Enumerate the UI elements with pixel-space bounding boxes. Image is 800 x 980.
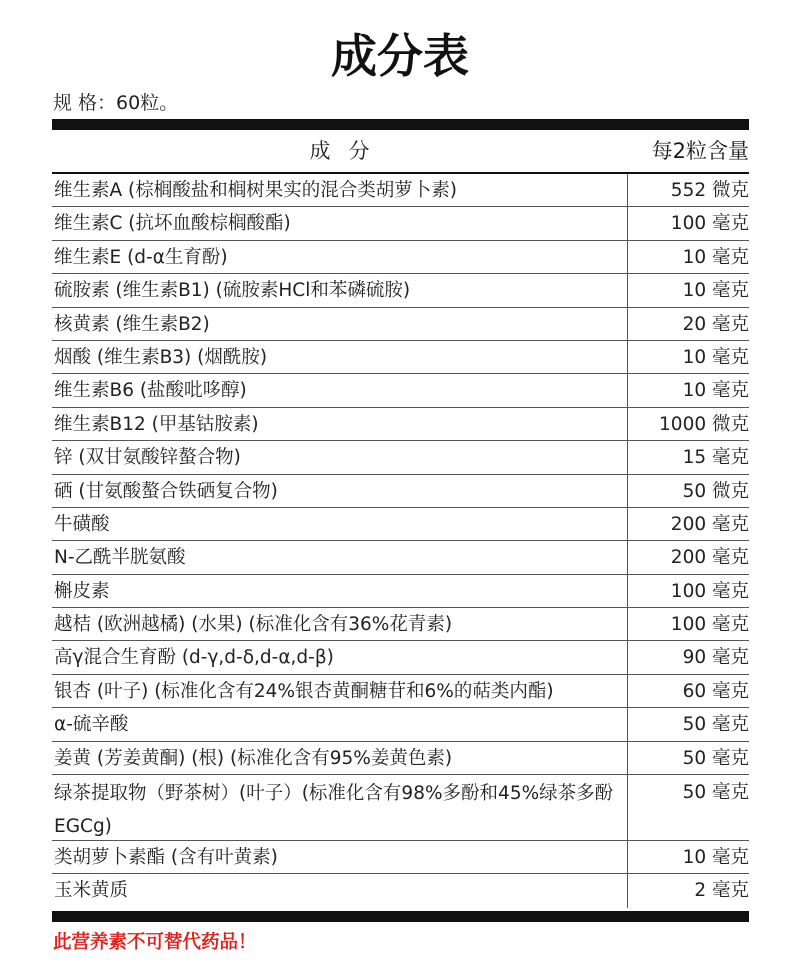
ingredient-name: 烟酸 (维生素B3) (烟酰胺) (54, 346, 268, 368)
page-title: 成分表 (331, 29, 469, 83)
table-header (52, 130, 749, 174)
ingredient-name: 维生素A (棕榈酸盐和榈树果实的混合类胡萝卜素) (54, 180, 457, 201)
table-bottom-rule (52, 911, 749, 922)
table-row (52, 374, 749, 407)
table-row (52, 608, 749, 641)
ingredient-name: 类胡萝卜素酯 (含有叶黄素) (54, 847, 278, 869)
table-row (52, 475, 749, 508)
ingredient-name: 硒 (甘氨酸螯合铁硒复合物) (54, 480, 278, 502)
table-row (52, 575, 749, 608)
ingredient-amount: 50 毫克 (627, 708, 749, 740)
ingredient-table (52, 174, 749, 908)
ingredient-name: 维生素B12 (甲基钴胺素) (54, 413, 259, 435)
ingredient-amount: 100 毫克 (627, 608, 749, 640)
ingredient-amount: 10 毫克 (627, 841, 749, 873)
ingredient-name: α-硫辛酸 (54, 714, 129, 736)
ingredient-name: 玉米黄质 (54, 880, 129, 902)
ingredient-name: 硫胺素 (维生素B1) (硫胺素HCl和苯磷硫胺) (54, 280, 411, 302)
ingredient-amount: 10 毫克 (627, 374, 749, 406)
ingredient-amount: 1000 微克 (627, 408, 749, 440)
table-row (52, 541, 749, 574)
ingredient-name: 绿茶提取物（野茶树）(叶子）(标准化含有98%多酚和45%绿茶多酚EGCg) (54, 783, 614, 838)
ingredient-amount: 50 毫克 (627, 742, 749, 774)
ingredient-amount: 50 毫克 (627, 775, 749, 840)
table-row (52, 641, 749, 674)
table-row (52, 675, 749, 708)
ingredient-amount: 15 毫克 (627, 441, 749, 473)
table-row (52, 775, 749, 841)
ingredient-name: 槲皮素 (54, 580, 110, 602)
table-row (52, 241, 749, 274)
ingredient-amount: 200 毫克 (627, 541, 749, 573)
ingredient-amount: 60 毫克 (627, 675, 749, 707)
ingredient-amount: 10 毫克 (627, 341, 749, 373)
table-top-rule (52, 119, 749, 130)
ingredient-amount: 552 微克 (627, 174, 749, 206)
ingredient-name: 牛磺酸 (54, 513, 110, 535)
table-row (52, 441, 749, 474)
ingredient-name: N-乙酰半胱氨酸 (54, 547, 186, 569)
ingredient-name: 维生素C (抗坏血酸棕榈酸酯) (54, 213, 291, 235)
ingredient-name: 银杏 (叶子) (标准化含有24%银杏黄酮糖苷和6%的萜类内酯) (54, 680, 554, 702)
table-row (52, 742, 749, 775)
ingredient-name: 锌 (双甘氨酸锌螯合物) (54, 447, 241, 469)
ingredient-name: 维生素E (d-α生育酚) (54, 246, 228, 268)
table-row (52, 274, 749, 307)
ingredient-name: 高γ混合生育酚 (d-γ,d-δ,d-α,d-β) (54, 647, 334, 669)
table-row (52, 308, 749, 341)
ingredient-amount: 10 毫克 (627, 241, 749, 273)
warning-text: 此营养素不可替代药品！ (53, 932, 257, 953)
ingredient-amount: 20 毫克 (627, 308, 749, 340)
ingredient-name: 维生素B6 (盐酸吡哆醇) (54, 380, 247, 402)
table-row (52, 174, 749, 207)
table-row (52, 841, 749, 874)
header-ingredient: 成分 (309, 139, 388, 163)
ingredient-amount: 200 毫克 (627, 508, 749, 540)
ingredient-amount: 50 微克 (627, 475, 749, 507)
header-amount: 每2粒含量 (651, 139, 749, 163)
table-row (52, 341, 749, 374)
table-row (52, 207, 749, 240)
table-row (52, 708, 749, 741)
ingredient-amount: 10 毫克 (627, 274, 749, 306)
spec-label: 规 格：60粒。 (53, 92, 179, 114)
ingredient-amount: 100 毫克 (627, 575, 749, 607)
ingredient-name: 越桔 (欧洲越橘) (水果) (标准化含有36%花青素) (54, 614, 453, 636)
table-row (52, 508, 749, 541)
table-row (52, 874, 749, 907)
ingredient-amount: 100 毫克 (627, 207, 749, 239)
ingredient-name: 核黄素 (维生素B2) (54, 313, 210, 335)
ingredient-name: 姜黄 (芳姜黄酮) (根) (标准化含有95%姜黄色素) (54, 747, 453, 769)
ingredient-amount: 2 毫克 (627, 874, 749, 907)
ingredient-amount: 90 毫克 (627, 641, 749, 673)
table-row (52, 408, 749, 441)
